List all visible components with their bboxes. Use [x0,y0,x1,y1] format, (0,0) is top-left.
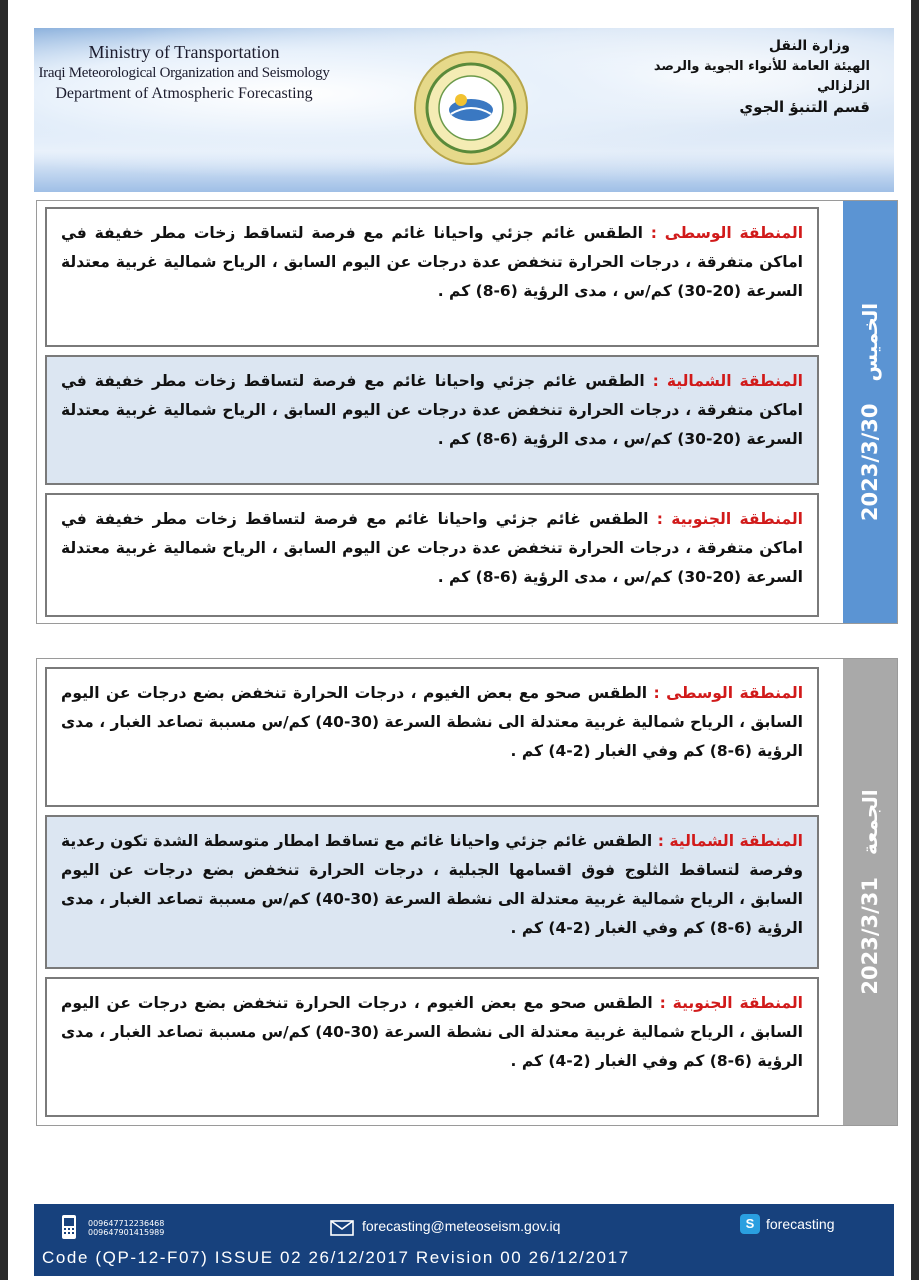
arabic-header [610,36,870,119]
ministry-name-ar: وزارة النقل [768,38,850,54]
document-code: Code (QP-12-F07) ISSUE 02 26/12/2017 Revision 00 26/12/2017 [42,1248,630,1267]
letterhead [34,28,894,192]
day-label-bar [843,201,897,623]
email-icon [330,1220,354,1236]
phone-icon [60,1214,78,1240]
organization-logo-icon [411,48,531,168]
region-central-forecast [45,207,819,347]
day-section-thursday [36,200,898,624]
forecast-text: الطقس صحو مع بعض الغيوم ، درجات الحرارة تنخفض بضع درجات عن اليوم السابق ، الرياح شمالية غربية معتدلة الى نشطة السرعة (30-40) كم/س مسببة تصاعد الغبار ، مدى الرؤية (6-8) كم وفي الغبار (2-4) كم . [61,684,803,760]
phone-number: 009647712236468 [88,1219,165,1228]
day-date: 2023/3/30 [858,403,882,522]
forecast-text: الطقس غائم جزئي واحيانا غائم مع فرصة لتساقط زخات مطر خفيفة في اماكن متفرقة ، درجات الحرارة تنخفض عدة درجات عن اليوم السابق ، الرياح شمالية غربية معتدلة السرعة (20-30) كم/س ، مدى الرؤية (6-8) كم . [61,224,803,300]
forecast-text: الطقس غائم جزئي واحيانا غائم مع فرصة لتساقط زخات مطر خفيفة في اماكن متفرقة ، درجات الحرارة تنخفض عدة درجات عن اليوم السابق ، الرياح شمالية غربية معتدلة السرعة (20-30) كم/س ، مدى الرؤية (6-8) كم . [61,372,803,448]
department-name-en: Department of Atmospheric Forecasting [55,84,313,102]
region-label: المنطقة الجنوبية : [659,994,803,1012]
region-north-forecast [45,815,819,969]
day-name: الجمعة [858,789,882,855]
region-central-forecast [45,667,819,807]
region-south-forecast [45,977,819,1117]
day-name: الخميس [858,302,882,382]
email-address[interactable]: forecasting@meteoseism.gov.iq [362,1218,561,1234]
region-label: المنطقة الشمالية : [652,372,803,390]
skype-icon: S [740,1214,760,1234]
phone-numbers [88,1219,164,1237]
forecast-page [8,0,911,1280]
day-label-bar [843,659,897,1125]
region-label: المنطقة الوسطى : [653,684,804,702]
forecast-text: الطقس غائم جزئي واحيانا غائم مع فرصة لتساقط زخات مطر خفيفة في اماكن متفرقة ، درجات الحرارة تنخفض عدة درجات عن اليوم السابق ، الرياح شمالية غربية معتدلة السرعة (20-30) كم/س ، مدى الرؤية (6-8) كم . [61,510,803,586]
skype-handle: forecasting [766,1216,835,1232]
region-label: المنطقة الوسطى : [650,224,804,242]
organization-name-ar: الهيئة العامة للأنواء الجوية والرصد الزلزالي [653,59,870,94]
forecast-text: الطقس صحو مع بعض الغيوم ، درجات الحرارة تنخفض بضع درجات عن اليوم السابق ، الرياح شمالية غربية معتدلة الى نشطة السرعة (30-40) كم/س مسببة تصاعد الغبار ، مدى الرؤية (6-8) كم وفي الغبار (2-4) كم . [61,994,803,1070]
region-south-forecast [45,493,819,617]
ministry-name-en: Ministry of Transportation [88,42,280,62]
department-name-ar: قسم التنبؤ الجوي [739,98,870,116]
day-section-friday [36,658,898,1126]
phone-number: 009647901415989 [88,1228,165,1237]
organization-name-en: Iraqi Meteorological Organization and Seismology [38,64,330,81]
english-header [34,42,334,103]
forecast-text: الطقس غائم جزئي واحيانا غائم مع تساقط امطار متوسطة الشدة تكون رعدية وفرصة لتساقط الثلوج فوق اقسامها الجبلية ، درجات الحرارة تنخفض بضع درجات عن اليوم السابق ، الرياح شمالية غربية معتدلة الى نشطة السرعة (30-40) كم/س مسببة تصاعد الغبار ، مدى الرؤية (6-8) كم وفي الغبار (2-4) كم . [61,832,803,937]
region-north-forecast [45,355,819,485]
day-date: 2023/3/31 [858,876,882,995]
region-label: المنطقة الشمالية : [657,832,803,850]
contact-footer [34,1204,894,1276]
region-label: المنطقة الجنوبية : [656,510,803,528]
